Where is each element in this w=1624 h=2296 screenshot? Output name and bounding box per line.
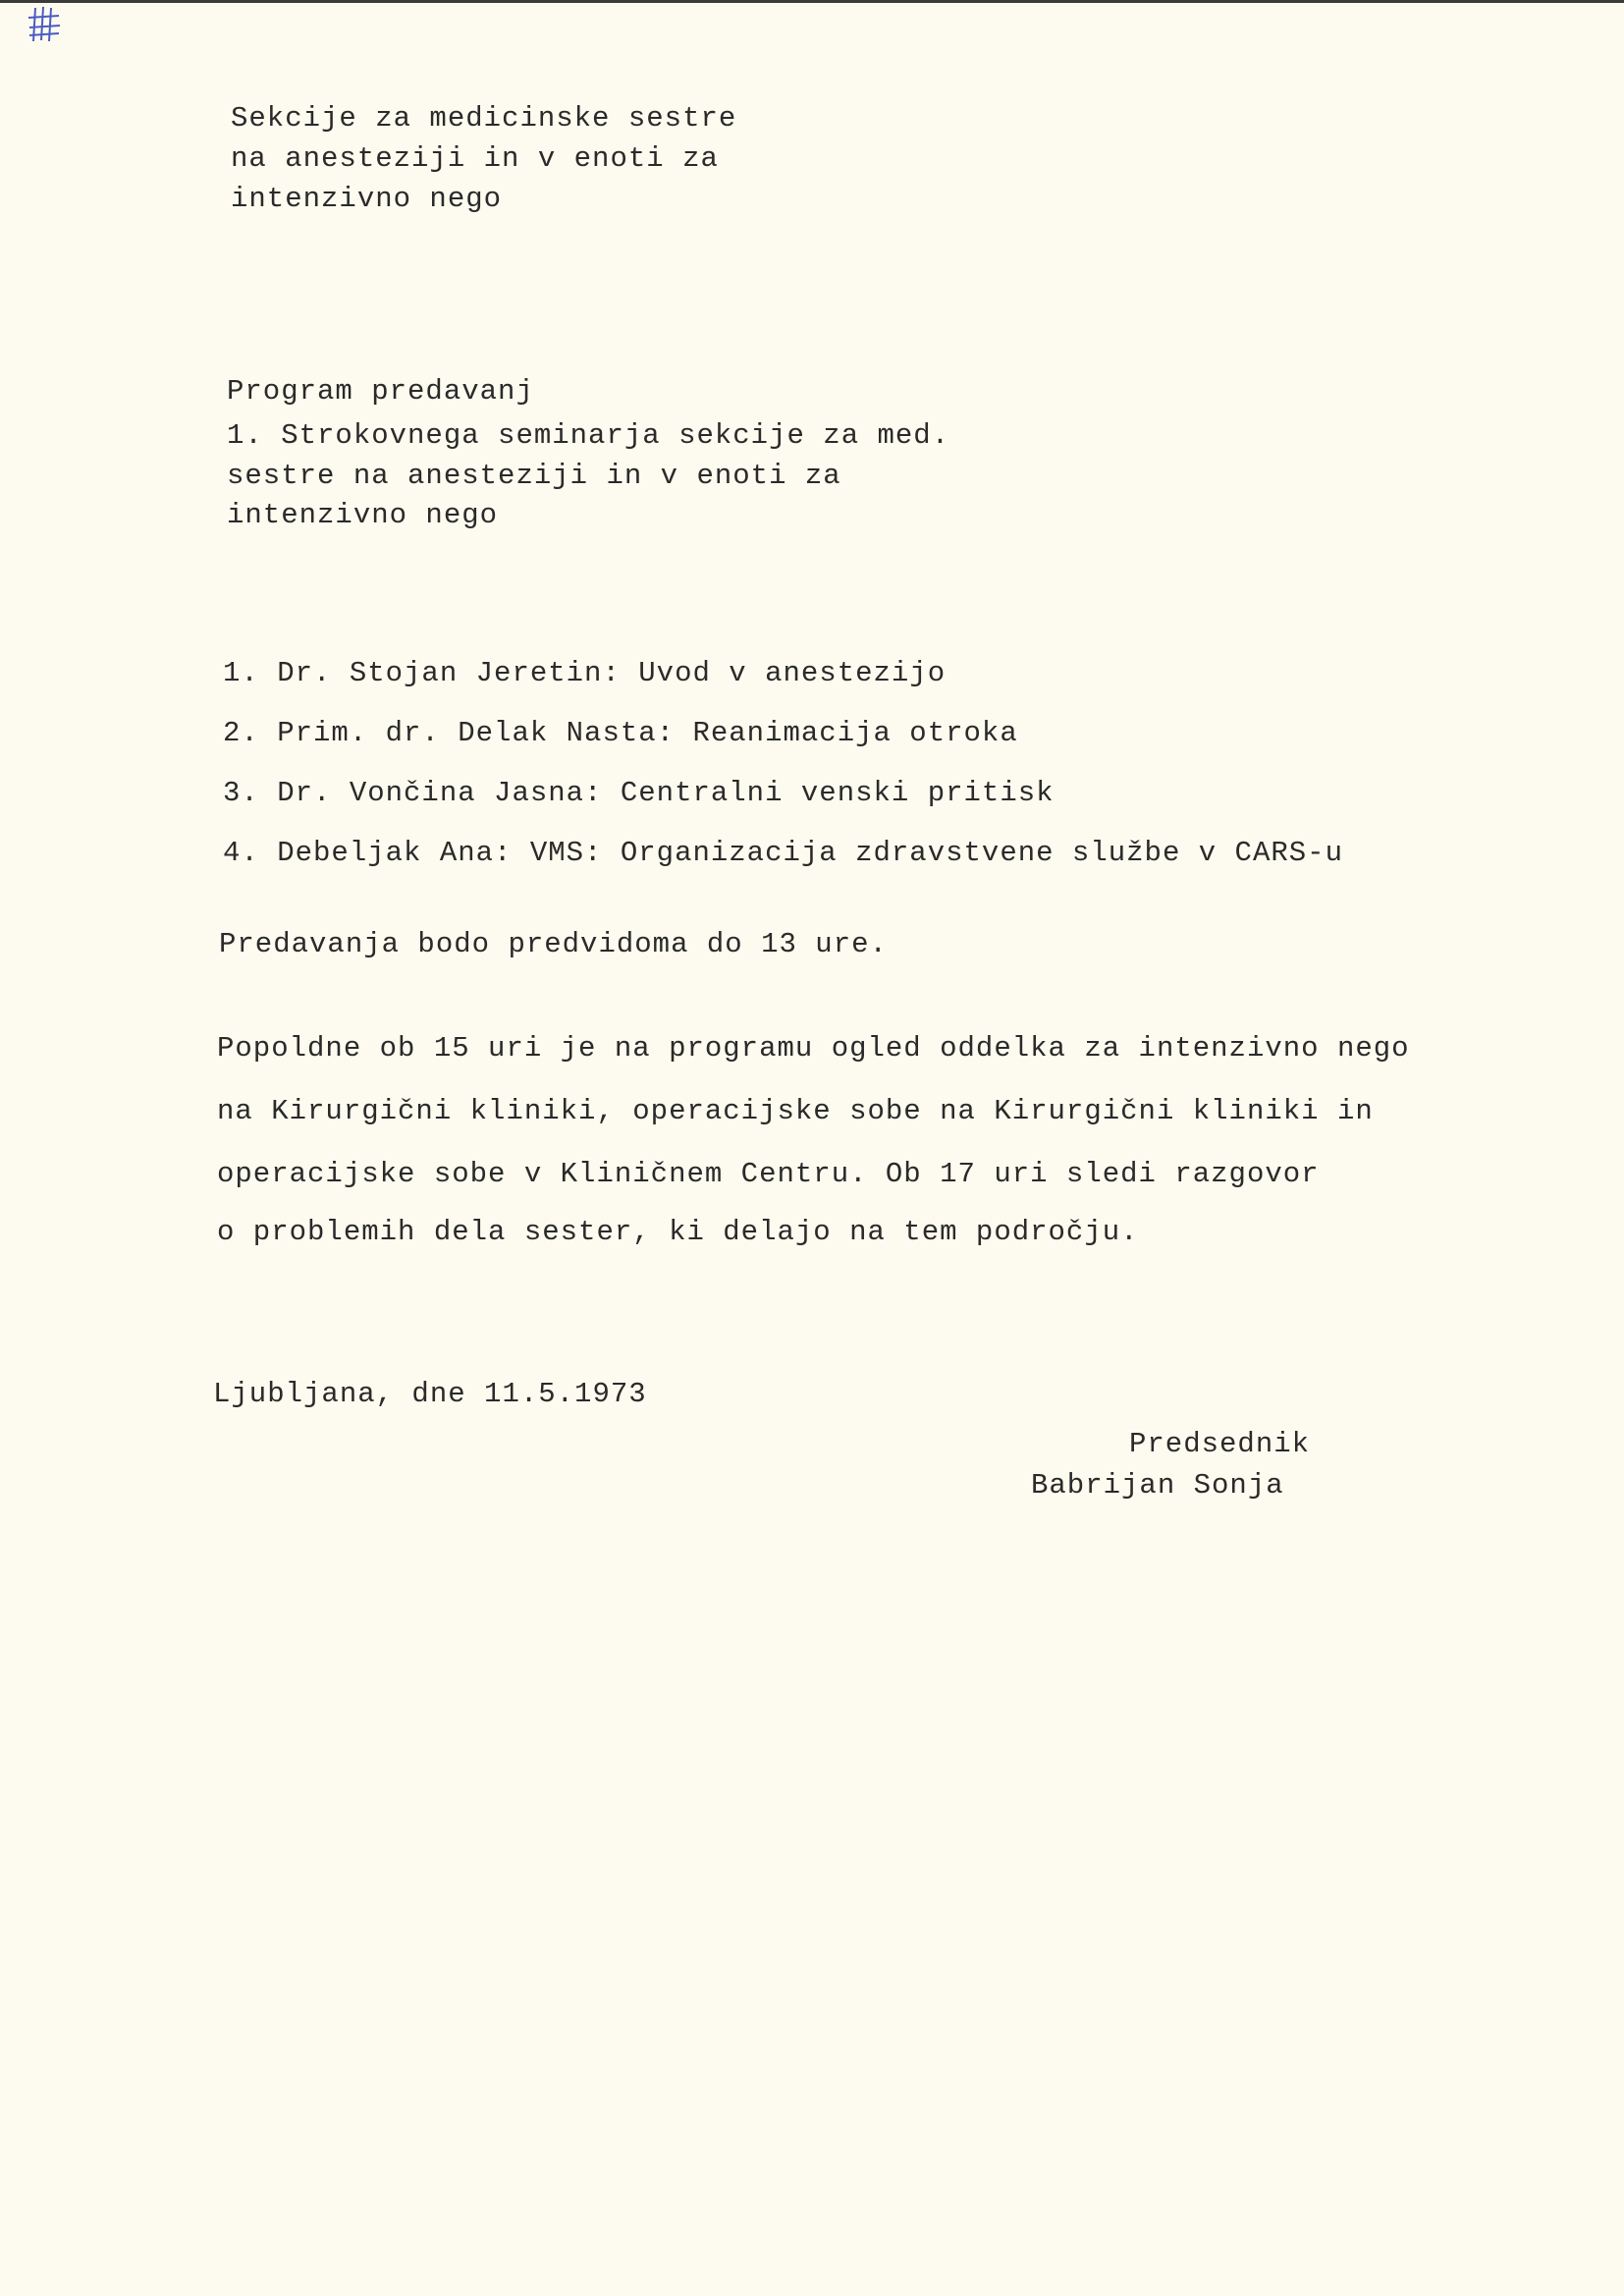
paragraph-line: na Kirurgični kliniki, operacijske sobe na Kirurgični kliniki in: [217, 1095, 1374, 1127]
signature-title: Predsednik: [1129, 1428, 1311, 1460]
program-line: 1. Strokovnega seminarja sekcije za med.: [227, 419, 950, 452]
signature-name: Babrijan Sonja: [1031, 1469, 1284, 1502]
paragraph-line: Popoldne ob 15 uri je na programu ogled oddelka za intenzivno nego: [217, 1032, 1410, 1065]
lecture-item: 2. Prim. dr. Delak Nasta: Reanimacija otroka: [223, 717, 1018, 749]
paragraph-line: operacijske sobe v Kliničnem Centru. Ob 17 uri sledi razgovor: [217, 1158, 1320, 1190]
program-line: intenzivno nego: [227, 499, 499, 531]
schedule-note: Predavanja bodo predvidoma do 13 ure.: [219, 928, 888, 960]
header-line: Sekcije za medicinske sestre: [231, 102, 737, 135]
scan-edge: [0, 0, 1624, 3]
header-line: na anesteziji in v enoti za: [231, 142, 719, 175]
lecture-item: 3. Dr. Vončina Jasna: Centralni venski pritisk: [223, 777, 1055, 809]
lecture-item: 1. Dr. Stojan Jeretin: Uvod v anestezijo: [223, 657, 947, 689]
lecture-item: 4. Debeljak Ana: VMS: Organizacija zdravstvene službe v CARS-u: [223, 837, 1343, 869]
program-line: sestre na anesteziji in v enoti za: [227, 460, 841, 492]
program-line: Program predavanj: [227, 375, 534, 408]
hatch-mark-icon: [27, 6, 61, 43]
paragraph-line: o problemih dela sester, ki delajo na tem področju.: [217, 1216, 1139, 1248]
dateline: Ljubljana, dne 11.5.1973: [213, 1378, 647, 1410]
header-line: intenzivno nego: [231, 183, 503, 215]
